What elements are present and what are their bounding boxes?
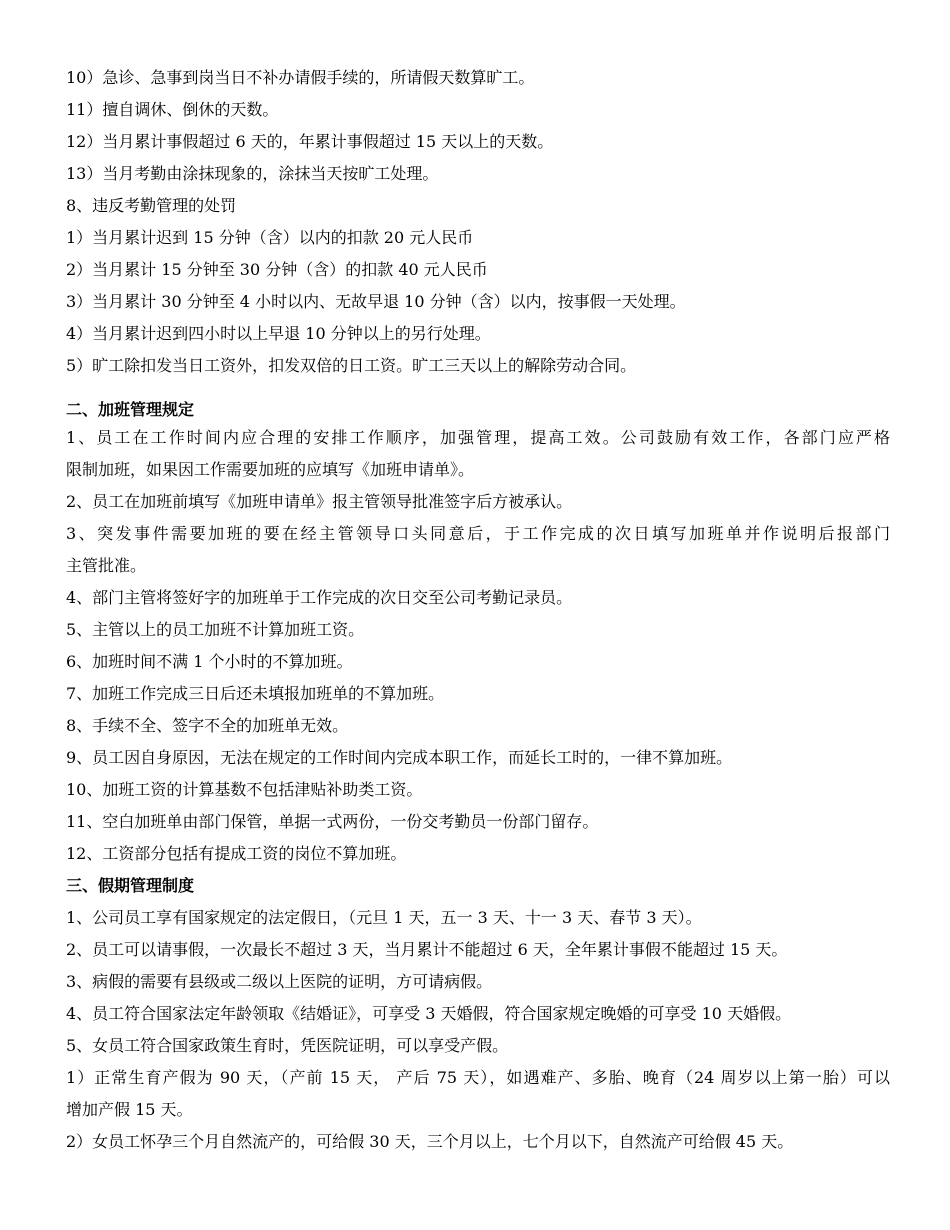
leave-item-2: 2、员工可以请事假，一次最长不超过 3 天，当月累计不能超过 6 天，全年累计事假不能超过 15 天。	[66, 940, 788, 959]
penalty-item-2: 2）当月累计 15 分钟至 30 分钟（含）的扣款 40 元人民币	[66, 260, 488, 279]
leave-sub-item-1-line-2: 增加产假 15 天。	[66, 1100, 193, 1119]
leave-item-3: 3、病假的需要有县级或二级以上医院的证明，方可请病假。	[66, 972, 493, 991]
penalty-section-title: 8、违反考勤管理的处罚	[66, 196, 237, 215]
leave-sub-item-1-line-1: 1）正常生育产假为 90 天，（产前 15 天， 产后 75 天），如遇难产、多胎、晚育（24 周岁以上第一胎）可以	[66, 1068, 890, 1087]
overtime-item-1-line-2: 限制加班，如果因工作需要加班的应填写《加班申请单》。	[66, 460, 475, 479]
penalty-item-5: 5）旷工除扣发当日工资外，扣发双倍的日工资。旷工三天以上的解除劳动合同。	[66, 356, 637, 375]
leave-item-1: 1、公司员工享有国家规定的法定假日，（元旦 1 天，五一 3 天、十一 3 天、春节 3 天）。	[66, 908, 702, 927]
attendance-item-13: 13）当月考勤由涂抹现象的，涂抹当天按旷工处理。	[66, 164, 439, 183]
leave-item-4: 4、员工符合国家法定年龄领取《结婚证》，可享受 3 天婚假，符合国家规定晚婚的可享受 10 天婚假。	[66, 1004, 792, 1023]
penalty-item-1: 1）当月累计迟到 15 分钟（含）以内的扣款 20 元人民币	[66, 228, 474, 247]
attendance-item-12: 12）当月累计事假超过 6 天的，年累计事假超过 15 天以上的天数。	[66, 132, 554, 151]
section-spacer	[66, 382, 890, 398]
overtime-item-4: 4、部门主管将签好字的加班单于工作完成的次日交至公司考勤记录员。	[66, 588, 573, 607]
overtime-item-2: 2、员工在加班前填写《加班申请单》报主管领导批准签字后方被承认。	[66, 492, 573, 511]
overtime-item-3-line-2: 主管批准。	[66, 556, 147, 575]
overtime-item-10: 10、加班工资的计算基数不包括津贴补助类工资。	[66, 780, 423, 799]
leave-item-5: 5、女员工符合国家政策生育时，凭医院证明，可以享受产假。	[66, 1036, 509, 1055]
penalty-item-4: 4）当月累计迟到四小时以上早退 10 分钟以上的另行处理。	[66, 324, 491, 343]
overtime-item-7: 7、加班工作完成三日后还未填报加班单的不算加班。	[66, 684, 445, 703]
overtime-item-5: 5、主管以上的员工加班不计算加班工资。	[66, 620, 365, 639]
leave-sub-item-2: 2）女员工怀孕三个月自然流产的，可给假 30 天，三个月以上，七个月以下，自然流产可给假 45 天。	[66, 1132, 794, 1151]
overtime-item-1-line-1: 1、员工在工作时间内应合理的安排工作顺序，加强管理，提高工效。公司鼓励有效工作，各部门应严格	[66, 428, 890, 447]
overtime-item-12: 12、工资部分包括有提成工资的岗位不算加班。	[66, 844, 407, 863]
overtime-item-9: 9、员工因自身原因，无法在规定的工作时间内完成本职工作，而延长工时的，一律不算加班。	[66, 748, 733, 767]
overtime-heading: 二、加班管理规定	[66, 400, 195, 419]
penalty-item-3: 3）当月累计 30 分钟至 4 小时以内、无故早退 10 分钟（含）以内，按事假一天处理。	[66, 292, 686, 311]
overtime-item-3-line-1: 3、突发事件需要加班的要在经主管领导口头同意后，于工作完成的次日填写加班单并作说明后报部门	[66, 524, 890, 543]
overtime-item-8: 8、手续不全、签字不全的加班单无效。	[66, 716, 349, 735]
overtime-item-6: 6、加班时间不满 1 个小时的不算加班。	[66, 652, 353, 671]
overtime-item-11: 11、空白加班单由部门保管，单据一式两份，一份交考勤员一份部门留存。	[66, 812, 599, 831]
attendance-item-10: 10）急诊、急事到岗当日不补办请假手续的，所请假天数算旷工。	[66, 68, 535, 87]
leave-heading: 三、假期管理制度	[66, 876, 195, 895]
attendance-item-11: 11）擅自调休、倒休的天数。	[66, 100, 279, 119]
